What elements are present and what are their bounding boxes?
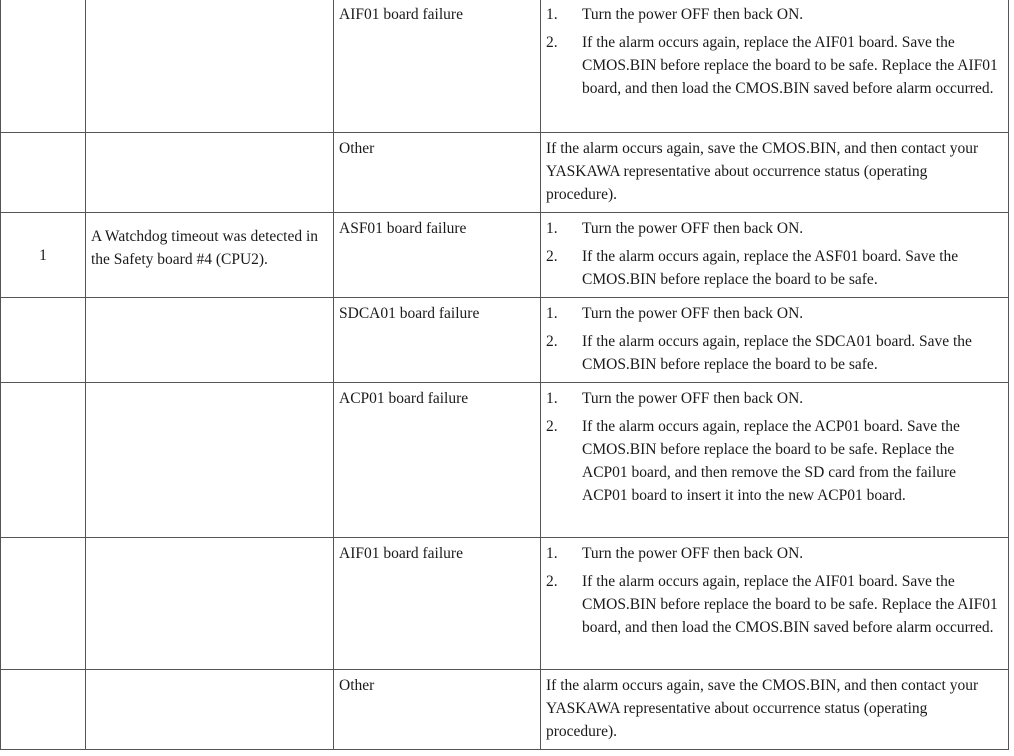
number-cell — [1, 383, 86, 538]
cause-cell: AIF01 board failure — [334, 0, 541, 133]
table-row — [1, 133, 1009, 213]
description-cell — [86, 670, 334, 750]
remedy-step: 2. If the alarm occurs again, replace the ASF01 board. Save the CMOS.BIN before replace the board to be safe. — [546, 248, 959, 288]
table-row — [1, 298, 1009, 383]
remedy-cell — [541, 298, 1009, 383]
description-cell — [86, 298, 334, 383]
remedy-step: 2. If the alarm occurs again, replace the ACP01 board. Save the CMOS.BIN before replace the board to be safe. Replace the ACP01 board, and then remove the SD card from the failure ACP01 board to insert it into the new ACP01 board. — [546, 418, 960, 504]
remedy-cell: If the alarm occurs again, save the CMOS.BIN, and then contact your YASKAWA representative about occurrence status (operating procedure). — [541, 670, 1009, 750]
number-cell — [1, 298, 86, 383]
description-cell: A Watchdog timeout was detected in the Safety board #4 (CPU2). — [86, 213, 334, 298]
number-cell — [1, 133, 86, 213]
cause-cell: AIF01 board failure — [334, 538, 541, 670]
table-row — [1, 383, 1009, 538]
cause-cell: ASF01 board failure — [334, 213, 541, 298]
description-cell — [86, 538, 334, 670]
remedy-step: 1. Turn the power OFF then back ON. — [546, 6, 804, 23]
cause-cell: SDCA01 board failure — [334, 298, 541, 383]
number-cell — [1, 538, 86, 670]
table-row — [1, 670, 1009, 750]
remedy-step: 2. If the alarm occurs again, replace the AIF01 board. Save the CMOS.BIN before replace the board to be safe. Replace the AIF01 board, and then load the CMOS.BIN saved before alarm occurred. — [546, 34, 998, 97]
number-cell: 1 — [1, 213, 86, 298]
remedy-step: 2. If the alarm occurs again, replace the AIF01 board. Save the CMOS.BIN before replace the board to be safe. Replace the AIF01 board, and then load the CMOS.BIN saved before alarm occurred. — [546, 573, 998, 636]
cause-cell: Other — [334, 670, 541, 750]
remedy-step: 1. Turn the power OFF then back ON. — [546, 545, 804, 562]
remedy-cell: If the alarm occurs again, save the CMOS.BIN, and then contact your YASKAWA representative about occurrence status (operating procedure). — [541, 133, 1009, 213]
remedy-step: 1. Turn the power OFF then back ON. — [546, 220, 804, 237]
cause-cell: ACP01 board failure — [334, 383, 541, 538]
remedy-step: 1. Turn the power OFF then back ON. — [546, 390, 804, 407]
description-cell — [86, 0, 334, 133]
cause-cell: Other — [334, 133, 541, 213]
remedy-step: 2. If the alarm occurs again, replace the SDCA01 board. Save the CMOS.BIN before replace the board to be safe. — [546, 333, 972, 373]
remedy-cell — [541, 383, 1009, 538]
remedy-step: 1. Turn the power OFF then back ON. — [546, 305, 804, 322]
table-row — [1, 538, 1009, 670]
remedy-cell — [541, 538, 1009, 670]
table-row — [1, 213, 1009, 298]
description-cell — [86, 133, 334, 213]
remedy-cell — [541, 0, 1009, 133]
number-cell — [1, 670, 86, 750]
remedy-cell — [541, 213, 1009, 298]
number-cell — [1, 0, 86, 133]
table-row — [1, 0, 1009, 133]
description-cell — [86, 383, 334, 538]
